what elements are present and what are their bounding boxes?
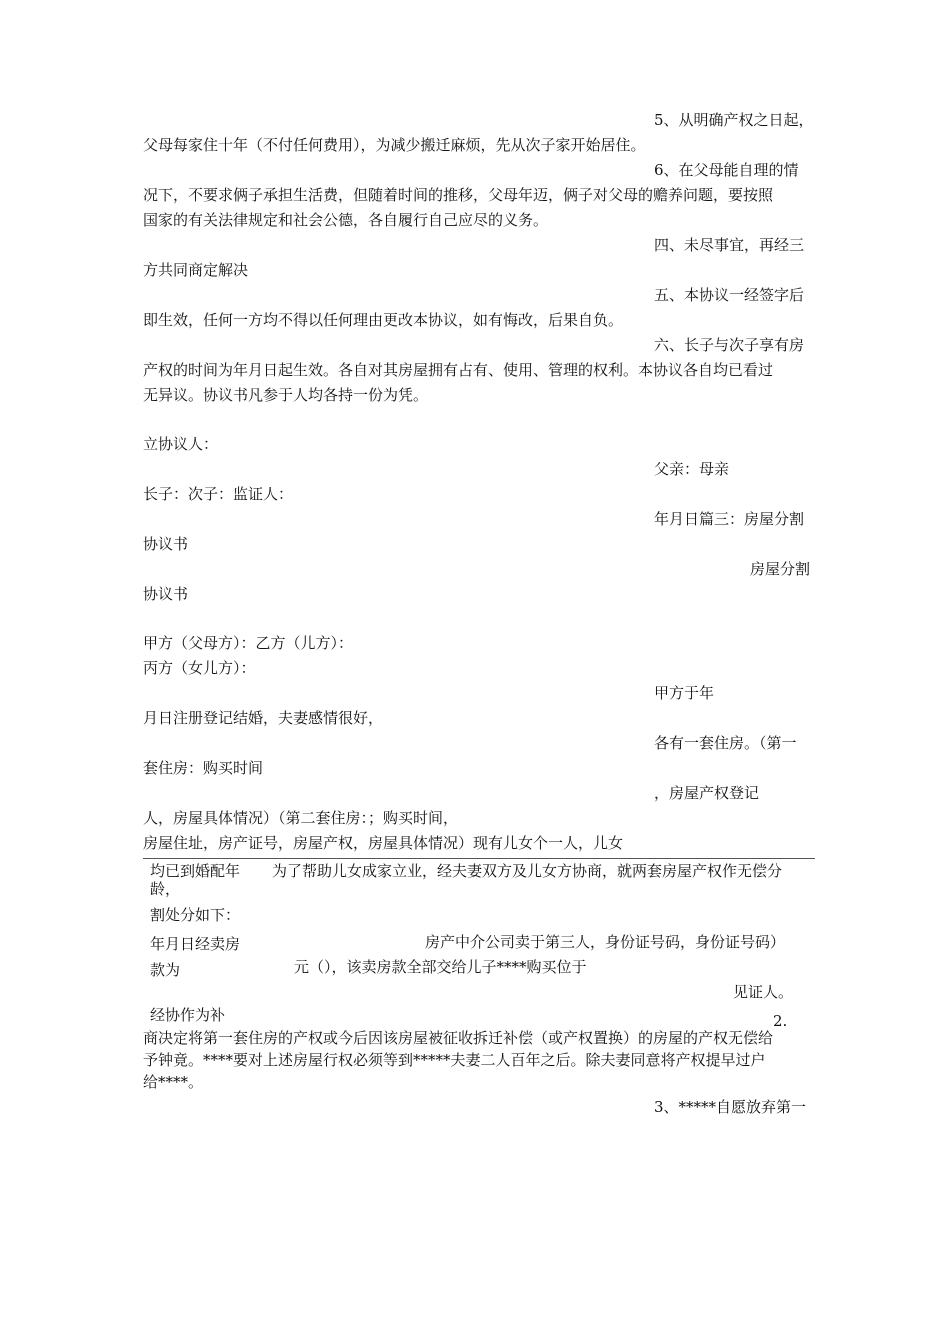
text-line: 产权的时间为年月日起生效。各自对其房屋拥有占有、使用、管理的权利。本协议各自均已看过 bbox=[143, 361, 774, 379]
text-line: 5、从明确产权之日起， bbox=[654, 111, 814, 129]
text-line: 人，房屋具体情况）（第二套住房：；购买时间， bbox=[143, 809, 459, 827]
text-line: 各有一套住房。（第一 bbox=[654, 734, 797, 752]
table-cell: 割处分如下： bbox=[150, 906, 241, 924]
text-line: 套住房：购买时间 bbox=[143, 759, 264, 777]
party-line: 甲方（父母方）：乙方（儿方）： bbox=[143, 634, 354, 652]
text-line: 年月日篇三：房屋分割 bbox=[654, 510, 805, 528]
text-line: 月日注册登记结婚，夫妻感情很好， bbox=[143, 709, 384, 727]
table-cell: 款为 bbox=[150, 961, 181, 979]
section-title: 房屋分割 bbox=[750, 560, 811, 578]
table-cell: 为了帮助儿女成家立业，经夫妻双方及儿女方协商，就两套房屋产权作无偿分 bbox=[272, 862, 783, 880]
party-line: 丙方（女儿方）： bbox=[143, 659, 256, 677]
text-line: 房屋住址，房产证号，房屋产权，房屋具体情况）现有儿女个一人，儿女 bbox=[143, 834, 624, 852]
table-cell: 房产中介公司卖于第三人，身份证号码，身份证号码） bbox=[425, 933, 786, 951]
table-cell: 2. bbox=[773, 1012, 788, 1030]
text-line: 甲方于年 bbox=[654, 684, 715, 702]
text-line: 予钟竟。****要对上述房屋行权必须等到*****夫妻二人百年之后。除夫妻同意将产权提早过户 bbox=[143, 1051, 766, 1069]
text-line: 即生效，任何一方均不得以任何理由更改本协议，如有悔改，后果自负。 bbox=[143, 311, 624, 329]
text-line: 父母每家住十年（不付任何费用），为减少搬迁麻烦，先从次子家开始居住。 bbox=[143, 136, 646, 154]
table-top-rule bbox=[143, 858, 815, 859]
text-line: 六、长子与次子享有房 bbox=[654, 336, 805, 354]
table-cell: 年月日经卖房 bbox=[150, 935, 241, 953]
text-line: 6、在父母能自理的情 bbox=[654, 161, 799, 179]
table-cell: 元（），该卖房款全部交给儿子****购买位于 bbox=[294, 958, 587, 976]
table-cell: 均已到婚配年龄， bbox=[150, 862, 241, 898]
text-line: 况下，不要求俩子承担生活费，但随着时间的推移，父母年迈，俩子对父母的赡养问题，要按照 bbox=[143, 186, 774, 204]
text-line: ，房屋产权登记 bbox=[654, 784, 760, 802]
text-line: 长子：次子：监证人： bbox=[143, 485, 294, 503]
text-line: 无异议。协议书凡参于人均各持一份为凭。 bbox=[143, 386, 429, 404]
table-cell: 见证人。 bbox=[733, 983, 794, 1001]
text-line: 商决定将第一套住房的产权或今后因该房屋被征收拆迁补偿（或产权置换）的房屋的产权无偿给 bbox=[143, 1029, 774, 1047]
text-line: 五、本协议一经签字后 bbox=[654, 286, 805, 304]
signatory-heading: 立协议人： bbox=[143, 435, 219, 453]
text-line: 国家的有关法律规定和社会公德，各自履行自己应尽的义务。 bbox=[143, 211, 549, 229]
text-line: 方共同商定解决 bbox=[143, 261, 249, 279]
table-cell: 经协作为补 bbox=[150, 1006, 226, 1024]
section-title: 协议书 bbox=[143, 585, 189, 603]
text-line: 协议书 bbox=[143, 535, 189, 553]
text-line: 父亲：母亲 bbox=[654, 460, 730, 478]
text-line: 给****。 bbox=[143, 1073, 204, 1091]
text-line: 3、*****自愿放弃第一 bbox=[654, 1098, 807, 1116]
text-line: 四、未尽事宜，再经三 bbox=[654, 236, 805, 254]
